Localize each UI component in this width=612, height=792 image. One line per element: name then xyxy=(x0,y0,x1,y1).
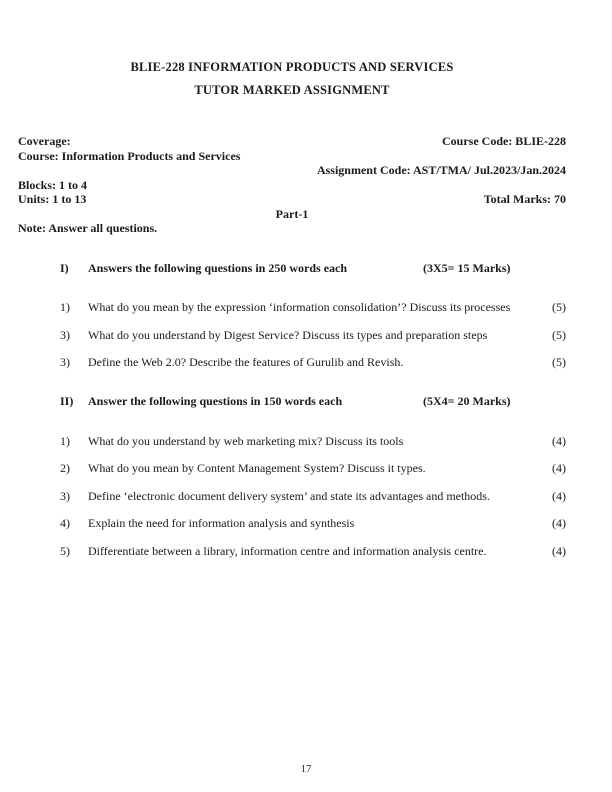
question-text: Define ‘electronic document delivery system’ and state its advantages and methods. xyxy=(88,488,490,503)
section-marks-note: (3X5= 15 Marks) xyxy=(423,260,511,275)
section-1 xyxy=(18,261,566,370)
section-marks-note: (5X4= 20 Marks) xyxy=(423,394,511,408)
section-1-questions xyxy=(18,300,566,369)
section-heading-text: Answers the following questions in 250 words each xyxy=(88,260,348,275)
question-text: What do you understand by web marketing mix? Discuss its tools xyxy=(88,433,404,448)
question-marks: (4) xyxy=(552,433,566,448)
page-footer xyxy=(0,763,612,775)
question-text: What do you mean by Content Management System? Discuss it types. xyxy=(88,461,426,475)
question-row xyxy=(60,355,566,369)
question-marks: (5) xyxy=(552,300,566,314)
meta-row-part xyxy=(18,207,566,222)
question-marks: (4) xyxy=(552,488,566,503)
meta-row-units xyxy=(18,192,566,207)
section-heading-text: Answer the following questions in 150 words each xyxy=(88,394,343,408)
section-numeral: II) xyxy=(60,394,74,408)
assignment-meta xyxy=(18,134,566,236)
question-text: Define the Web 2.0? Describe the features of Gurulib and Revish. xyxy=(88,355,404,369)
question-row xyxy=(60,328,566,342)
course-title: Course: Information Products and Services xyxy=(18,148,241,163)
question-text: What do you understand by Digest Service? Discuss its types and preparation steps xyxy=(88,327,488,342)
page-number: 17 xyxy=(300,763,312,775)
question-marks: (5) xyxy=(552,327,566,342)
units-range: Units: 1 to 13 xyxy=(18,192,87,206)
blocks-range: Blocks: 1 to 4 xyxy=(18,177,87,192)
section-numeral: I) xyxy=(60,260,69,275)
question-row xyxy=(60,434,566,448)
total-marks: Total Marks: 70 xyxy=(483,192,566,206)
question-text: Explain the need for information analysis and synthesis xyxy=(88,516,355,530)
section-2-questions xyxy=(18,434,566,558)
meta-row-coverage xyxy=(18,134,566,149)
question-row xyxy=(60,516,566,530)
question-number: 1) xyxy=(60,433,70,448)
question-row xyxy=(60,544,566,558)
question-number: 4) xyxy=(60,516,70,530)
question-marks: (5) xyxy=(552,355,566,369)
section-2-heading xyxy=(60,394,566,409)
assignment-code: Assignment Code: AST/TMA/ Jul.2023/Jan.2024 xyxy=(316,163,566,177)
question-marks: (4) xyxy=(552,516,566,530)
question-number: 3) xyxy=(60,327,70,342)
question-marks: (4) xyxy=(552,461,566,475)
note-text: Note: Answer all questions. xyxy=(18,221,158,235)
question-row xyxy=(60,461,566,475)
meta-row-course xyxy=(18,149,566,164)
question-marks: (4) xyxy=(552,543,566,558)
question-number: 5) xyxy=(60,543,70,558)
meta-row-assignment-code xyxy=(18,163,566,178)
meta-row-blocks xyxy=(18,178,566,193)
course-code: Course Code: BLIE-228 xyxy=(441,134,566,148)
question-row xyxy=(60,300,566,314)
document-title: BLIE-228 INFORMATION PRODUCTS AND SERVICES xyxy=(130,60,454,74)
question-number: 1) xyxy=(60,300,70,314)
question-row xyxy=(60,489,566,503)
document-subtitle: TUTOR MARKED ASSIGNMENT xyxy=(194,83,390,97)
question-number: 3) xyxy=(60,488,70,503)
question-text: Differentiate between a library, information centre and information analysis centre. xyxy=(88,543,487,558)
meta-row-note xyxy=(18,221,566,236)
question-number: 3) xyxy=(60,355,70,369)
coverage-label: Coverage: xyxy=(18,134,71,148)
part-label: Part-1 xyxy=(275,206,309,221)
question-text: What do you mean by the expression ‘information consolidation’? Discuss its processes xyxy=(88,300,511,314)
section-2 xyxy=(18,394,566,558)
question-number: 2) xyxy=(60,461,70,475)
section-1-heading xyxy=(60,261,566,276)
